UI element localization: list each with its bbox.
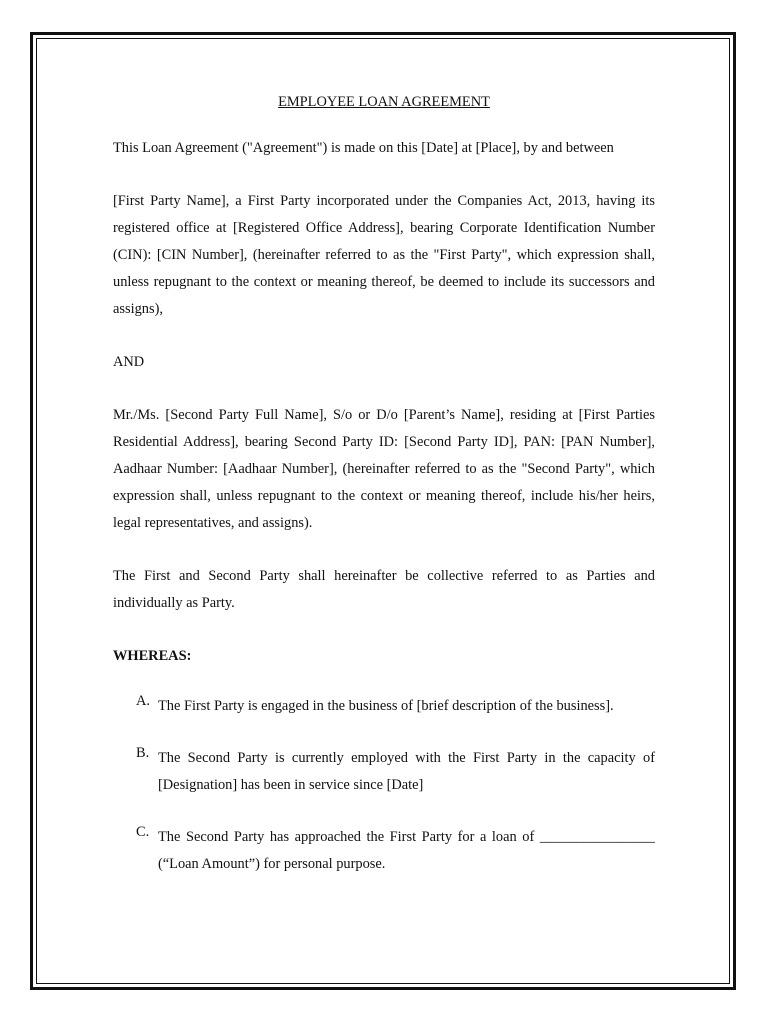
recital-letter: C.	[136, 824, 150, 840]
parties-paragraph: The First and Second Party shall hereinafter be collective referred to as Parties and individually as Party.	[113, 568, 655, 611]
recital-item-c	[113, 824, 655, 878]
first-party-paragraph: [First Party Name], a First Party incorporated under the Companies Act, 2013, having its registered office at [Registered Office Address], bearing Corporate Identification Number (CIN): [CIN Number], (hereinafter referred to as the "First Party", which expression shall, unless repugnant to the context or meaning thereof, be deemed to include its successors and assigns),	[113, 193, 655, 317]
and-separator: AND	[113, 354, 145, 370]
recital-letter: A.	[136, 693, 150, 709]
recital-item-b	[113, 745, 655, 799]
document-body	[113, 94, 655, 903]
document-title: EMPLOYEE LOAN AGREEMENT	[278, 94, 490, 110]
recital-text: The Second Party has approached the First Party for a loan of ________________ (“Loan Amount”) for personal purpose.	[158, 829, 655, 872]
recital-item-a	[113, 693, 655, 720]
second-party-paragraph: Mr./Ms. [Second Party Full Name], S/o or D/o [Parent’s Name], residing at [First Parties Residential Address], bearing Second Party ID: [Second Party ID], PAN: [PAN Number], Aadhaar Number: [Aadhaar Number], (hereinafter referred to as the "Second Party", which expression shall, unless repugnant to the context or meaning thereof, include his/her heirs, legal representatives, and assigns).	[113, 407, 655, 531]
recital-text: The Second Party is currently employed with the First Party in the capacity of [Designation] has been in service since [Date]	[158, 750, 655, 793]
intro-paragraph: This Loan Agreement ("Agreement") is made on this [Date] at [Place], by and between	[113, 140, 614, 156]
recital-letter: B.	[136, 745, 150, 761]
whereas-heading: WHEREAS:	[113, 648, 192, 664]
recitals-list	[113, 693, 655, 878]
recital-text: The First Party is engaged in the business of [brief description of the business].	[158, 698, 614, 714]
